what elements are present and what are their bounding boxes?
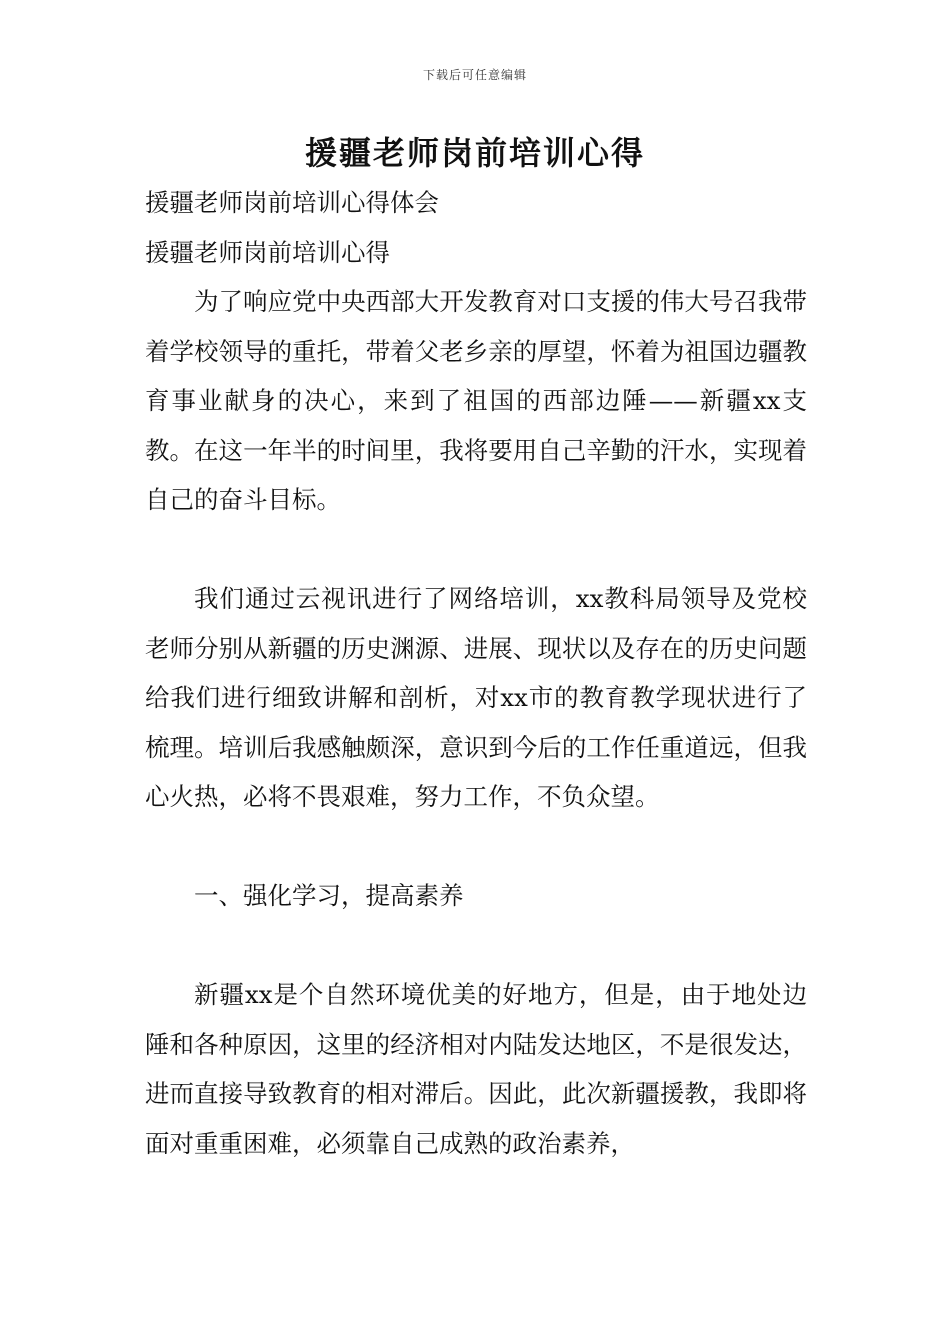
subtitle-line-1: 援疆老师岗前培训心得体会 <box>145 188 439 217</box>
paragraph-training: 我们通过云视讯进行了网络培训，xx教科局领导及党校老师分别从新疆的历史渊源、进展、现状以及存在的历史问题给我们进行细致讲解和剖析，对xx市的教育教学现状进行了梳理。培训后我感触颇深，意识到今后的工作任重道远，但我心火热，必将不畏艰难，努力工作，不负众望。 <box>145 584 807 811</box>
header-note: 下载后可任意编辑 <box>422 68 527 82</box>
subtitle-line-2: 援疆老师岗前培训心得 <box>145 237 390 267</box>
paragraph-spacer <box>145 822 807 872</box>
paragraph-xinjiang: 新疆xx是个自然环境优美的好地方，但是，由于地处边陲和各种原因，这里的经济相对内陆发达地区，不是很发达，进而直接导致教育的相对滞后。因此，此次新疆援教，我即将面对重重困难，必须靠自己成熟的政治素养， <box>145 980 807 1158</box>
paragraph-spacer <box>145 525 807 575</box>
document-body <box>145 178 807 1168</box>
paragraph-intro: 为了响应党中央西部大开发教育对口支援的伟大号召我带着学校领导的重托，带着父老乡亲的厚望，怀着为祖国边疆教育事业献身的决心，来到了祖国的西部边陲——新疆xx支教。在这一年半的时间里，我将要用自己辛勤的汗水，实现着自己的奋斗目标。 <box>145 287 807 514</box>
section-heading-1: 一、强化学习，提高素养 <box>194 881 464 910</box>
document-title: 援疆老师岗前培训心得 <box>304 134 645 172</box>
paragraph-spacer <box>145 921 807 971</box>
